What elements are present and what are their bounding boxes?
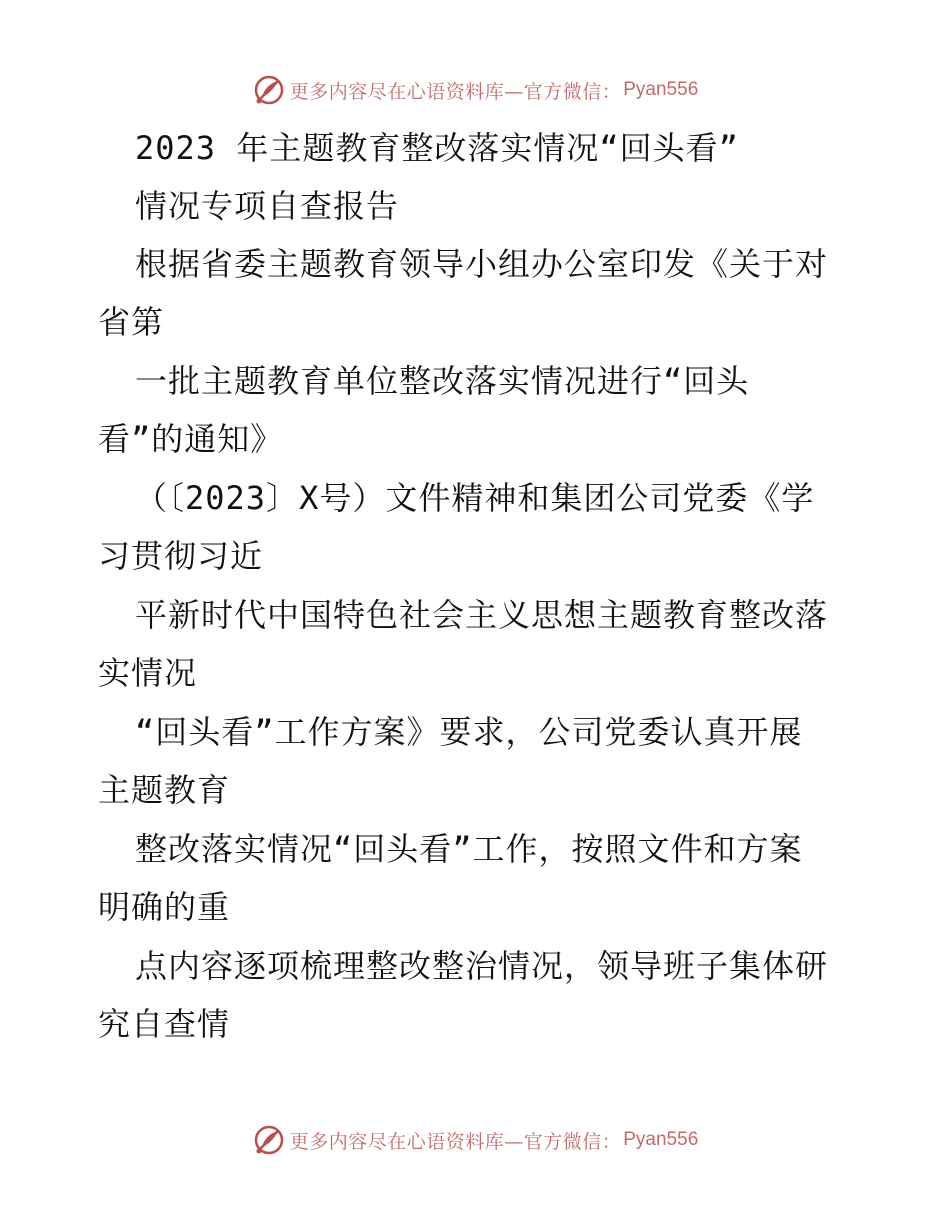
body-line: 点内容逐项梳理整改整治情况，领导班子集体研 (135, 947, 829, 985)
body-line: 一批主题教育单位整改落实情况进行“回头 (135, 362, 750, 400)
header-wechat-id: Pyan556 (623, 79, 699, 100)
body-line: 明确的重 (98, 888, 231, 926)
body-line: 主题教育 (98, 771, 231, 809)
body-line: （〔2023〕X号）文件精神和集团公司党委《学 (135, 479, 815, 517)
body-line: 整改落实情况“回头看”工作，按照文件和方案 (135, 830, 803, 868)
body-line: 省第 (98, 303, 165, 341)
body-line: 究自查情 (98, 1005, 231, 1043)
body-line: 习贯彻习近 (98, 537, 264, 575)
body-line: 平新时代中国特色社会主义思想主题教育整改落 (135, 596, 829, 634)
body-line: 看”的通知》 (98, 420, 284, 458)
body-line: 根据省委主题教育领导小组办公室印发《关于对 (135, 245, 829, 283)
feather-seal-logo-icon (252, 1123, 286, 1157)
body-line: 实情况 (98, 654, 198, 692)
footer-banner (0, 1120, 950, 1160)
document-title-line-1: 2023 年主题教育整改落实情况“回头看” (135, 129, 739, 167)
header-banner (0, 70, 950, 110)
document-title-line-2: 情况专项自查报告 (135, 187, 400, 225)
body-line: “回头看”工作方案》要求，公司党委认真开展 (135, 713, 803, 751)
footer-banner-text: 更多内容尽在心语资料库—官方微信： (289, 1130, 622, 1153)
footer-wechat-id: Pyan556 (623, 1129, 699, 1150)
feather-seal-logo-icon (252, 73, 286, 107)
header-banner-text: 更多内容尽在心语资料库—官方微信： (289, 80, 622, 103)
